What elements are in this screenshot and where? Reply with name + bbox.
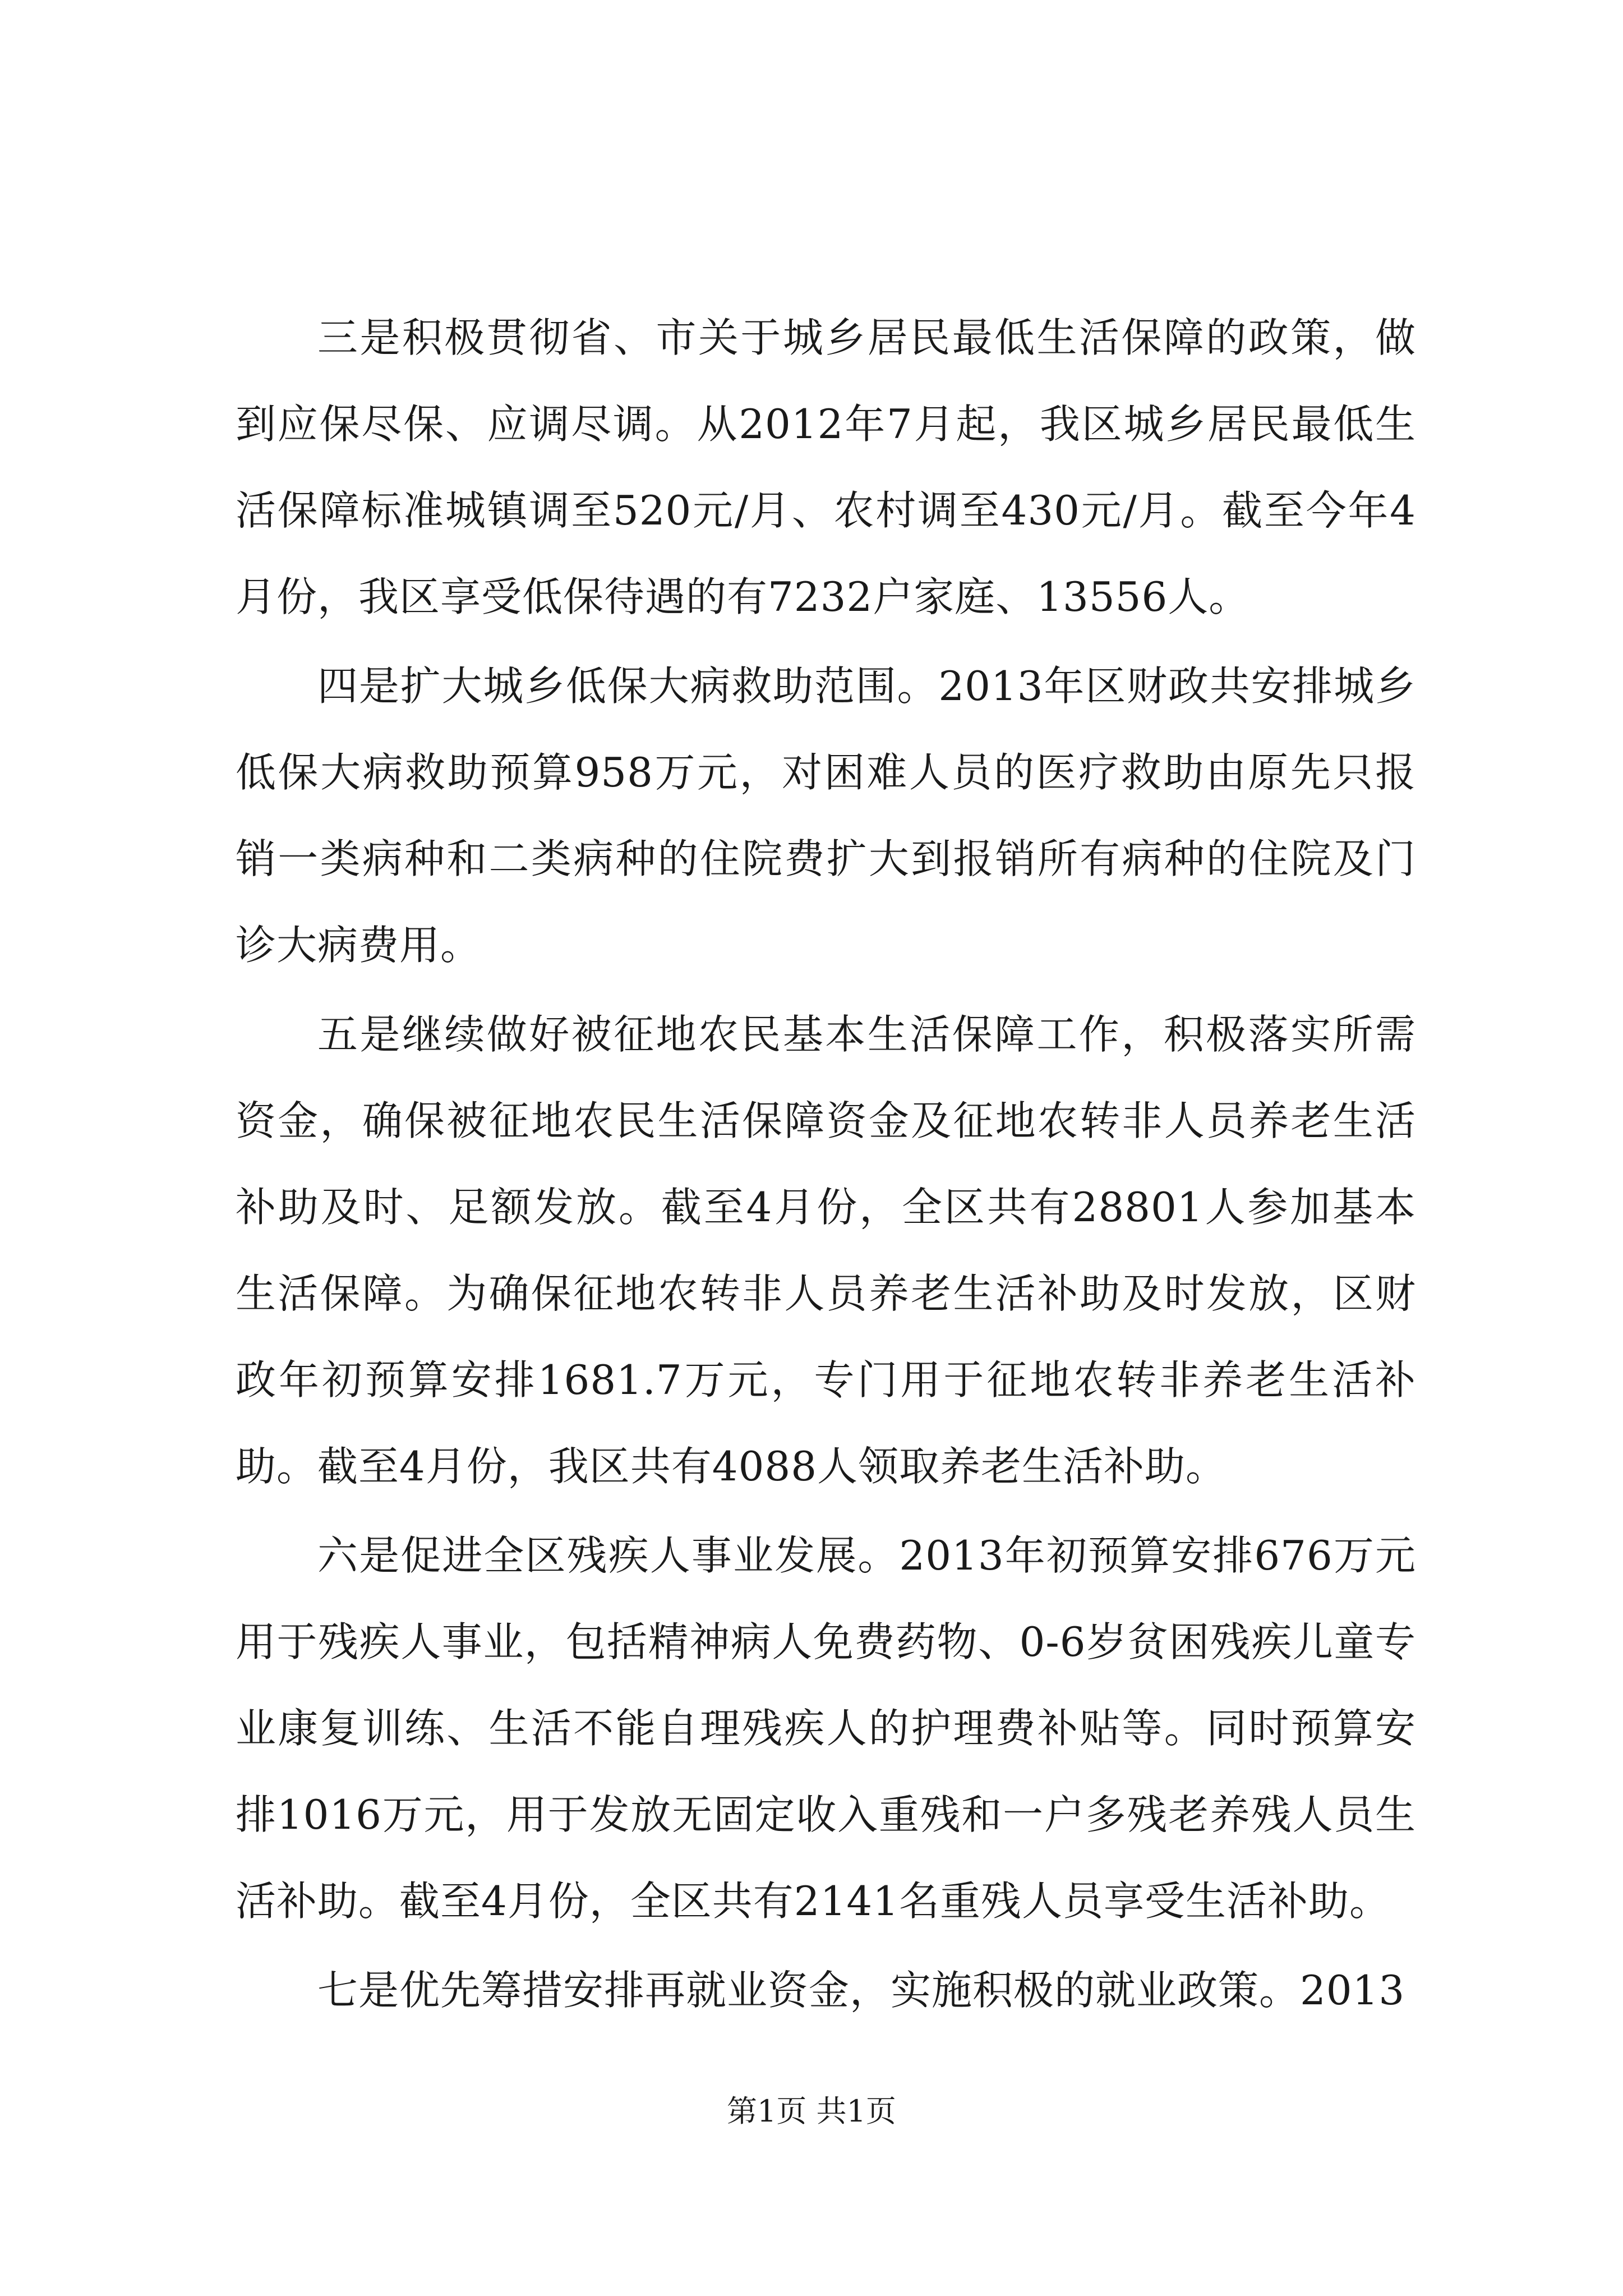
paragraph-3-low-income-guarantee: 三是积极贯彻省、市关于城乡居民最低生活保障的政策，做到应保尽保、应调尽调。从2012年7月起，我区城乡居民最低生活保障标准城镇调至520元/月、农村调至430元/月。截至今年4月份，我区享受低保待遇的有7232户家庭、13556人。 — [236, 314, 1416, 620]
paragraph-7-reemployment-funds: 七是优先筹措安排再就业资金，实施积极的就业政策。2013 — [317, 1967, 1405, 2014]
page-number-footer: 第1页 共1页 — [727, 2093, 896, 2129]
paragraph-6-disabled-persons: 六是促进全区残疾人事业发展。2013年初预算安排676万元用于残疾人事业，包括精神病人免费药物、0-6岁贫困残疾儿童专业康复训练、生活不能自理残疾人的护理费补贴等。同时预算安排1016万元，用于发放无固定收入重残和一户多残老养残人员生活补助。截至4月份，全区共有2141名重残人员享受生活补助。 — [236, 1532, 1416, 1925]
document-body — [236, 295, 1416, 2033]
paragraph-4-serious-illness-relief: 四是扩大城乡低保大病救助范围。2013年区财政共安排城乡低保大病救助预算958万元，对困难人员的医疗救助由原先只报销一类病种和二类病种的住院费扩大到报销所有病种的住院及门诊大病费用。 — [236, 662, 1416, 969]
paragraph-5-land-expropriated-farmers: 五是继续做好被征地农民基本生活保障工作，积极落实所需资金，确保被征地农民生活保障资金及征地农转非人员养老生活补助及时、足额发放。截至4月份，全区共有28801人参加基本生活保障。为确保征地农转非人员养老生活补助及时发放，区财政年初预算安排1681.7万元，专门用于征地农转非养老生活补助。截至4月份，我区共有4088人领取养老生活补助。 — [236, 1011, 1416, 1490]
